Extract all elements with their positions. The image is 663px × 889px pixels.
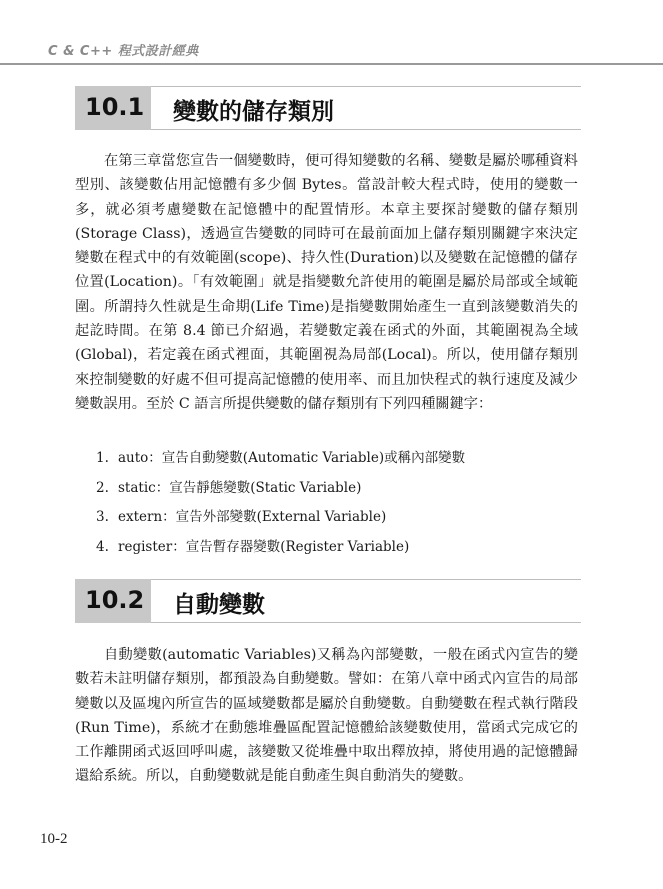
list-item-text: register：宣告暫存器變數(Register Variable) (118, 538, 410, 555)
running-head-title: C & C++ 程式設計經典 (48, 44, 199, 59)
section-heading-10-2 (75, 579, 581, 623)
list-item-text: auto：宣告自動變數(Automatic Variable)或稱內部變數 (118, 450, 466, 466)
section-rule-bottom (151, 622, 581, 623)
section-number: 10.2 (85, 586, 145, 614)
list-item-number: 1. (96, 450, 109, 466)
section-title: 變數的儲存類別 (173, 99, 334, 125)
list-item (96, 537, 465, 567)
list-item-number: 2. (96, 479, 109, 496)
section-number: 10.1 (85, 93, 145, 121)
list-item (96, 478, 465, 508)
body-paragraph: 自動變數(automatic Variables)又稱為內部變數，一般在函式內宣告的變數若未註明儲存類別，都預設為自動變數。譬如：在第八章中函式內宣告的局部變數以及區塊內所宣告的區域變數都是屬於自動變數。自動變數在程式執行階段(Run Time)，系統才在動態堆疊區配置記憶體給該變數使用，當函式完成它的工作離開函式返回呼叫處，該變數又從堆疊中取出釋放掉，將使用過的記憶體歸還給系統。所以，自動變數就是能自動產生與自動消失的變數。 (75, 647, 578, 785)
section-rule-bottom (151, 129, 581, 130)
page-number: 10-2 (40, 831, 68, 847)
section-title: 自動變數 (173, 592, 265, 618)
section-rule-top (151, 86, 581, 87)
list-item-number: 3. (96, 509, 109, 525)
storage-class-keyword-list (96, 448, 465, 566)
list-item-text: static：宣告靜態變數(Static Variable) (118, 479, 362, 496)
header-rule (0, 63, 663, 65)
list-item (96, 507, 465, 537)
section-heading-10-1 (75, 86, 581, 130)
list-item-number: 4. (96, 538, 109, 555)
list-item (96, 448, 465, 478)
body-paragraph: 在第三章當您宣告一個變數時，便可得知變數的名稱、變數是屬於哪種資料型別、該變數佔用記憶體有多少個 Bytes。當設計較大程式時，使用的變數一多，就必須考慮變數在記憶體中的配置情形。本章主要探討變數的儲存類別(Storage Class)，透過宣告變數的同時可在最前面加上儲存類別關鍵字來決定變數在程式中的有效範圍(scope)、持久性(Duration)以及變數在記憶體的儲存位置(Location)。「有效範圍」就是指變數允許使用的範圍是屬於局部或全域範圍。所謂持久性就是生命期(Life Time)是指變數開始產生一直到該變數消失的起訖時間。在第 8.4 節已介紹過，若變數定義在函式的外面，其範圍視為全域(Global)，若定義在函式裡面，其範圍視為局部(Local)。所以，使用儲存類別來控制變數的好處不但可提高記憶體的使用率、而且加快程式的執行速度及減少變數誤用。至於 C 語言所提供變數的儲存類別有下列四種關鍵字： (75, 153, 578, 412)
list-item-text: extern：宣告外部變數(External Variable) (118, 509, 387, 525)
section-rule-top (151, 579, 581, 580)
